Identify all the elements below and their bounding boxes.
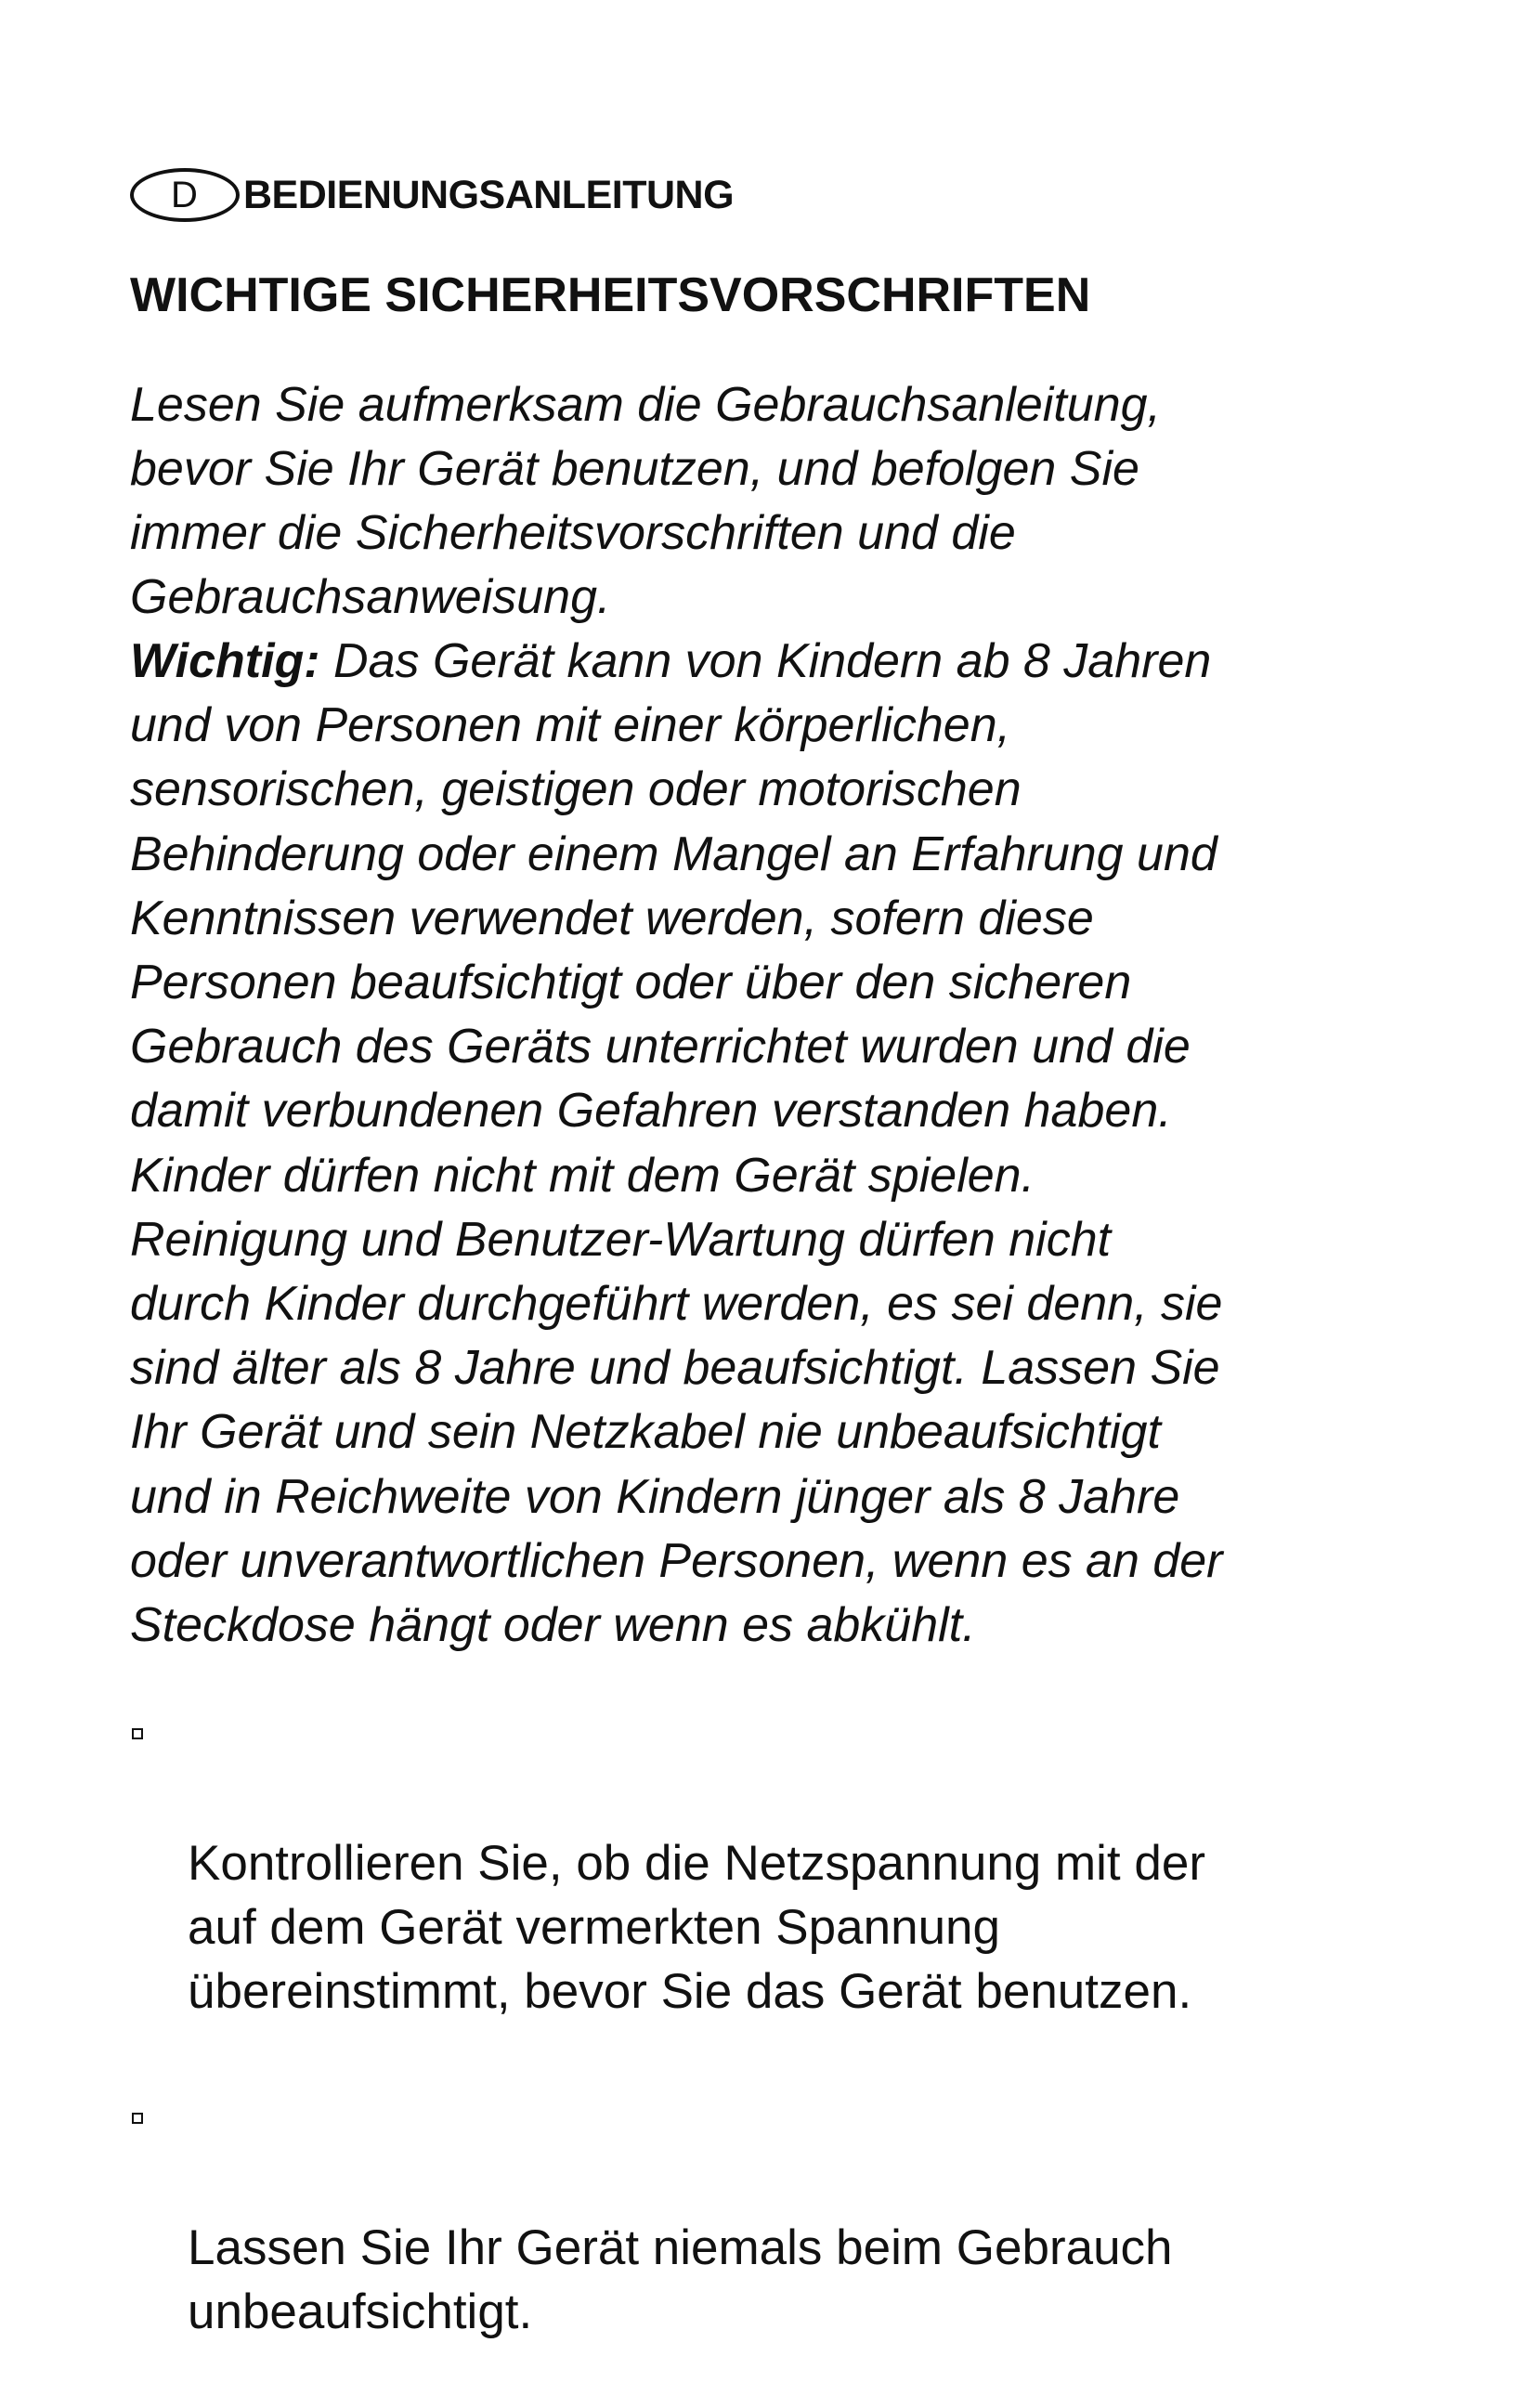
manual-header bbox=[130, 165, 734, 225]
safety-list bbox=[130, 1703, 1430, 2408]
list-item-text: Lassen Sie Ihr Gerät niemals beim Gebrauch unbeaufsichtigt. bbox=[188, 2220, 1173, 2339]
checkbox-icon bbox=[132, 2113, 143, 2124]
country-code: D bbox=[171, 175, 199, 215]
list-item bbox=[130, 2088, 1430, 2408]
important-notice bbox=[130, 630, 1430, 1658]
list-item-text: Kontrollieren Sie, ob die Netzspannung mit der auf dem Gerät vermerkten Spannung übereinstimmt, bevor Sie das Gerät benutzen. bbox=[188, 1836, 1205, 2019]
list-item bbox=[130, 1703, 1430, 2088]
manual-label: BEDIENUNGSANLEITUNG bbox=[243, 172, 735, 217]
country-badge bbox=[130, 168, 240, 222]
notice-label: Wichtig: bbox=[130, 634, 320, 688]
section-title: WICHTIGE SICHERHEITSVORSCHRIFTEN bbox=[130, 268, 1091, 322]
notice-text: Das Gerät kann von Kindern ab 8 Jahren und von Personen mit einer körperlichen, sensorischen, geistigen oder motorischen Behinderung oder einem Mangel an Erfahrung und Kenntnissen verwendet werden, sofern diese Personen beaufsichtigt oder über den sicheren Gebrauch des Geräts unterrichtet wurden und die damit verbundenen Gefahren verstanden haben. Kinder dürfen nicht mit dem Gerät spielen. Reinigung und Benutzer-Wartung dürfen nicht durch Kinder durchgeführt werden, es sei denn, sie sind älter als 8 Jahre und beaufsichtigt. Lassen Sie Ihr Gerät und sein Netzkabel nie unbeaufsichtigt und in Reichweite von Kindern jünger als 8 Jahre oder unverantwortlichen Personen, wenn es an der Steckdose hängt oder wenn es abkühlt. bbox=[130, 634, 1223, 1653]
checkbox-icon bbox=[132, 1728, 143, 1739]
intro-paragraph: Lesen Sie aufmerksam die Gebrauchsanleitung, bevor Sie Ihr Gerät benutzen, und befolgen Sie immer die Sicherheitsvorschriften und die Gebrauchsanweisung. bbox=[130, 378, 1161, 624]
